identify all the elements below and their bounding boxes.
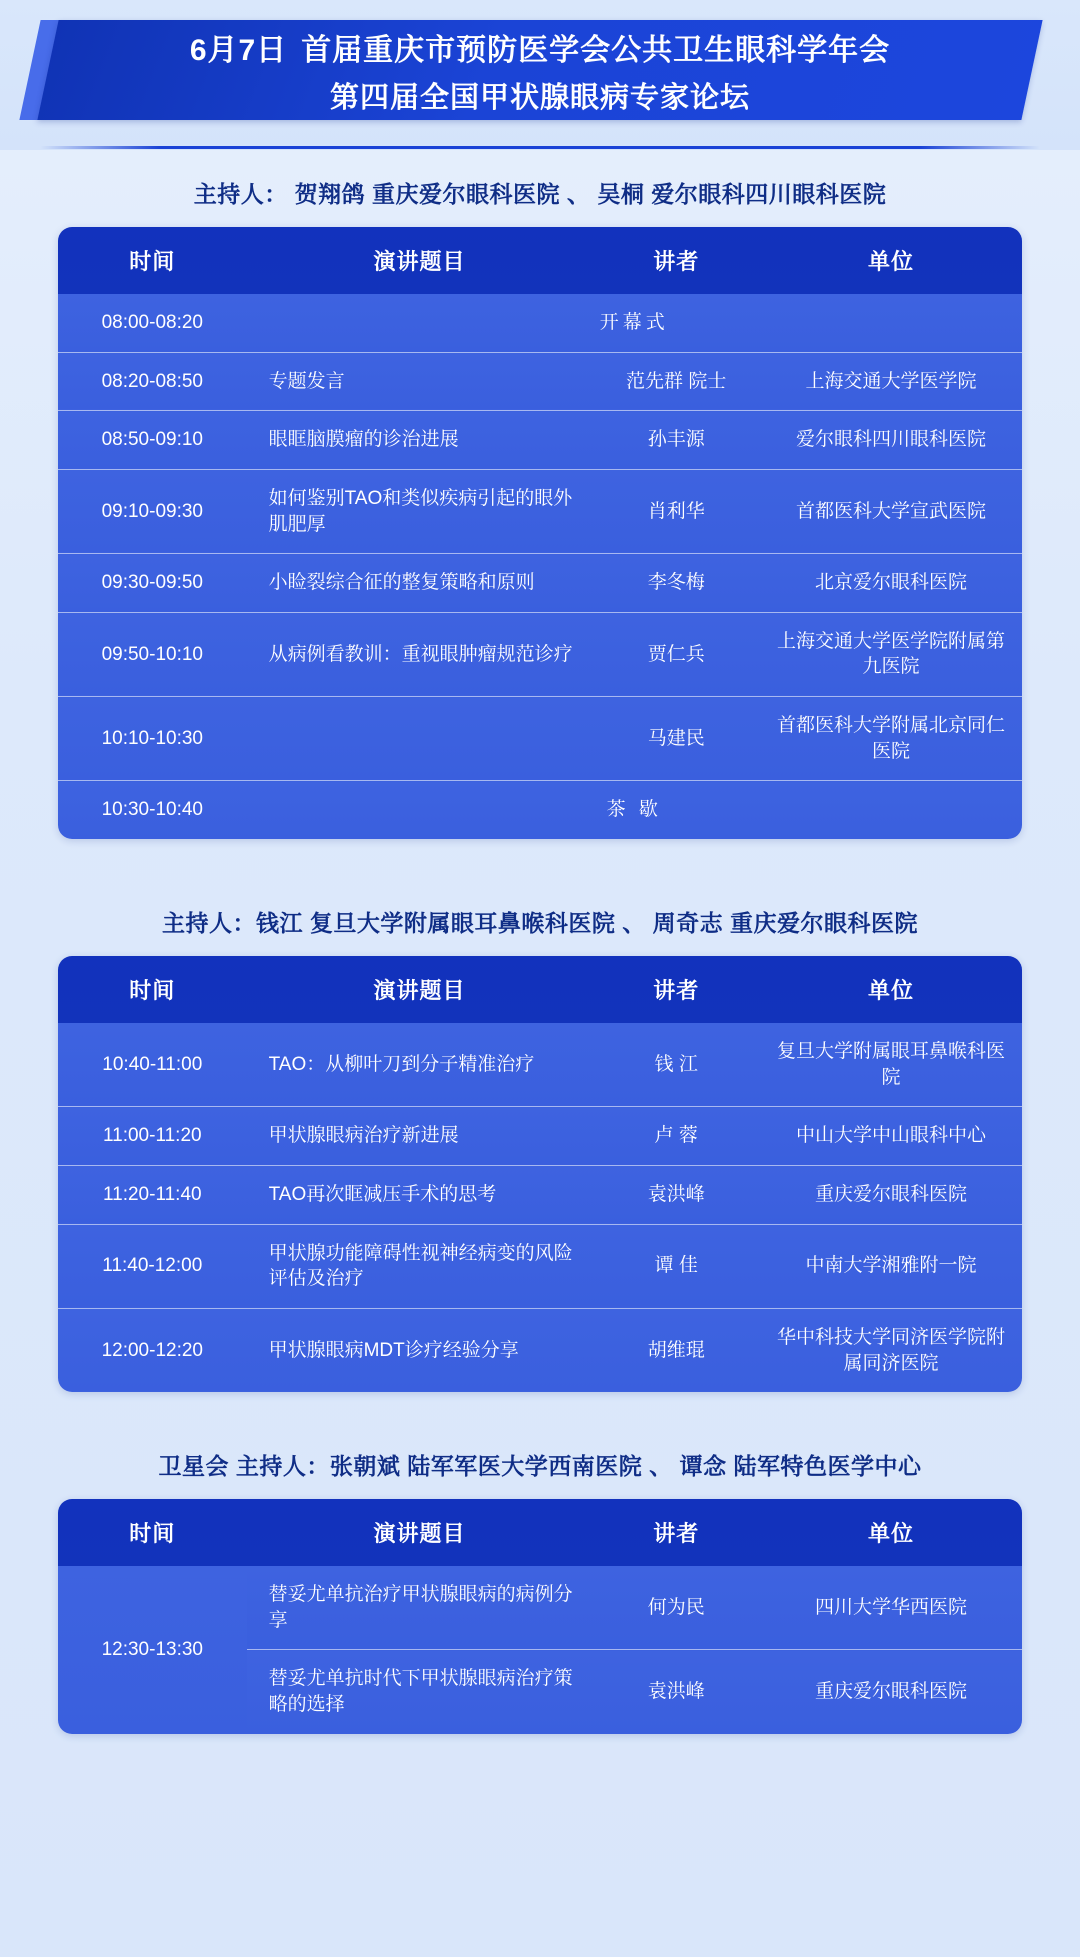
table-row (58, 1308, 1022, 1392)
row-topic: 小睑裂综合征的整复策略和原则 (247, 554, 593, 613)
row-unit: 上海交通大学医学院附属第九医院 (760, 612, 1022, 696)
session-1-table (58, 227, 1022, 839)
event-date: 6月7日 (189, 33, 288, 67)
row-time: 11:20-11:40 (58, 1165, 247, 1224)
row-speaker: 李冬梅 (592, 554, 760, 613)
column-header-speaker: 讲者 (592, 227, 760, 294)
row-topic: TAO再次眶减压手术的思考 (247, 1165, 593, 1224)
row-topic: 替妥尤单抗治疗甲状腺眼病的病例分享 (247, 1566, 593, 1650)
row-unit: 首都医科大学附属北京同仁医院 (760, 697, 1022, 781)
header-divider (40, 146, 1040, 149)
table-row (58, 554, 1022, 613)
row-unit: 爱尔眼科四川眼科医院 (760, 411, 1022, 470)
header-banner (0, 0, 1080, 150)
row-topic: 专题发言 (247, 352, 593, 411)
session-2-hosts: 主持人：钱江 复旦大学附属眼耳鼻喉科医院 、 周奇志 重庆爱尔眼科医院 (161, 910, 919, 937)
table-row (58, 612, 1022, 696)
row-unit: 重庆爱尔眼科医院 (760, 1165, 1022, 1224)
row-time: 09:30-09:50 (58, 554, 247, 613)
table-header-row (58, 1499, 1022, 1566)
session-1-hosts: 主持人： 贺翔鸽 重庆爱尔眼科医院 、 吴桐 爱尔眼科四川眼科医院 (193, 181, 887, 207)
row-topic: 甲状腺眼病治疗新进展 (247, 1107, 593, 1166)
row-unit: 华中科技大学同济医学院附属同济医院 (760, 1308, 1022, 1392)
table-row (58, 411, 1022, 470)
table-header-row (58, 956, 1022, 1023)
row-speaker: 贾仁兵 (592, 612, 760, 696)
row-speaker: 马建民 (592, 697, 760, 781)
row-time: 12:00-12:20 (58, 1308, 247, 1392)
row-topic: 如何鉴别TAO和类似疾病引起的眼外肌肥厚 (247, 469, 593, 553)
table-row (58, 1023, 1022, 1107)
session-3-satellite (0, 1422, 1080, 1734)
banner-line-1 (190, 25, 890, 69)
row-time: 08:00-08:20 (58, 294, 247, 352)
row-time: 10:30-10:40 (58, 781, 247, 839)
row-topic (247, 697, 593, 781)
row-topic: TAO：从柳叶刀到分子精准治疗 (247, 1023, 593, 1107)
row-unit: 四川大学华西医院 (760, 1566, 1022, 1650)
session-3-hosts: 卫星会 主持人：张朝斌 陆军军医大学西南医院 、 谭念 陆军特色医学中心 (158, 1453, 922, 1480)
column-header-time: 时间 (58, 956, 247, 1023)
row-speaker: 谭 佳 (592, 1224, 760, 1308)
row-time: 11:40-12:00 (58, 1224, 247, 1308)
row-unit: 中山大学中山眼科中心 (760, 1107, 1022, 1166)
row-speaker: 胡维琨 (592, 1308, 760, 1392)
row-topic: 甲状腺眼病MDT诊疗经验分享 (247, 1308, 593, 1392)
session-2-table (58, 956, 1022, 1392)
event-title-1: 首届重庆市预防医学会公共卫生眼科学年会 (301, 33, 891, 67)
row-time: 08:50-09:10 (58, 411, 247, 470)
event-title-2: 第四届全国甲状腺眼病专家论坛 (329, 81, 750, 114)
row-speaker: 袁洪峰 (592, 1165, 760, 1224)
row-time: 09:10-09:30 (58, 469, 247, 553)
table-row (58, 1107, 1022, 1166)
row-unit: 重庆爱尔眼科医院 (760, 1650, 1022, 1734)
row-time: 11:00-11:20 (58, 1107, 247, 1166)
banner-text (48, 20, 1032, 120)
column-header-unit: 单位 (760, 1499, 1022, 1566)
row-speaker: 何为民 (592, 1566, 760, 1650)
column-header-speaker: 讲者 (592, 956, 760, 1023)
row-unit: 上海交通大学医学院 (760, 352, 1022, 411)
row-unit: 复旦大学附属眼耳鼻喉科医院 (760, 1023, 1022, 1107)
column-header-unit: 单位 (760, 956, 1022, 1023)
row-time: 10:10-10:30 (58, 697, 247, 781)
session-1 (0, 150, 1080, 839)
row-topic: 从病例看教训：重视眼肿瘤规范诊疗 (247, 612, 593, 696)
table-row (58, 1566, 1022, 1650)
table-row (58, 781, 1022, 839)
table-row (58, 352, 1022, 411)
banner-shape (37, 20, 1042, 120)
row-topic: 替妥尤单抗时代下甲状腺眼病治疗策略的选择 (247, 1650, 593, 1734)
row-unit: 首都医科大学宣武医院 (760, 469, 1022, 553)
session-3-table (58, 1499, 1022, 1734)
row-speaker: 孙丰源 (592, 411, 760, 470)
row-full-text: 开幕式 (247, 294, 1022, 352)
row-speaker: 范先群 院士 (592, 352, 760, 411)
table-row (58, 469, 1022, 553)
session-2 (0, 879, 1080, 1392)
column-header-time: 时间 (58, 1499, 247, 1566)
row-speaker: 袁洪峰 (592, 1650, 760, 1734)
column-header-time: 时间 (58, 227, 247, 294)
row-time: 10:40-11:00 (58, 1023, 247, 1107)
row-unit: 北京爱尔眼科医院 (760, 554, 1022, 613)
row-speaker: 肖利华 (592, 469, 760, 553)
column-header-topic: 演讲题目 (247, 1499, 593, 1566)
table-row (58, 697, 1022, 781)
column-header-topic: 演讲题目 (247, 227, 593, 294)
table-row (58, 1224, 1022, 1308)
row-time-merged: 12:30-13:30 (58, 1566, 247, 1734)
table-row (58, 1165, 1022, 1224)
row-speaker: 卢 蓉 (592, 1107, 760, 1166)
row-full-text: 茶 歇 (247, 781, 1022, 839)
column-header-topic: 演讲题目 (247, 956, 593, 1023)
row-unit: 中南大学湘雅附一院 (760, 1224, 1022, 1308)
row-speaker: 钱 江 (592, 1023, 760, 1107)
column-header-speaker: 讲者 (592, 1499, 760, 1566)
table-row (58, 294, 1022, 352)
row-time: 09:50-10:10 (58, 612, 247, 696)
row-topic: 眼眶脑膜瘤的诊治进展 (247, 411, 593, 470)
row-topic: 甲状腺功能障碍性视神经病变的风险评估及治疗 (247, 1224, 593, 1308)
column-header-unit: 单位 (760, 227, 1022, 294)
row-time: 08:20-08:50 (58, 352, 247, 411)
table-header-row (58, 227, 1022, 294)
